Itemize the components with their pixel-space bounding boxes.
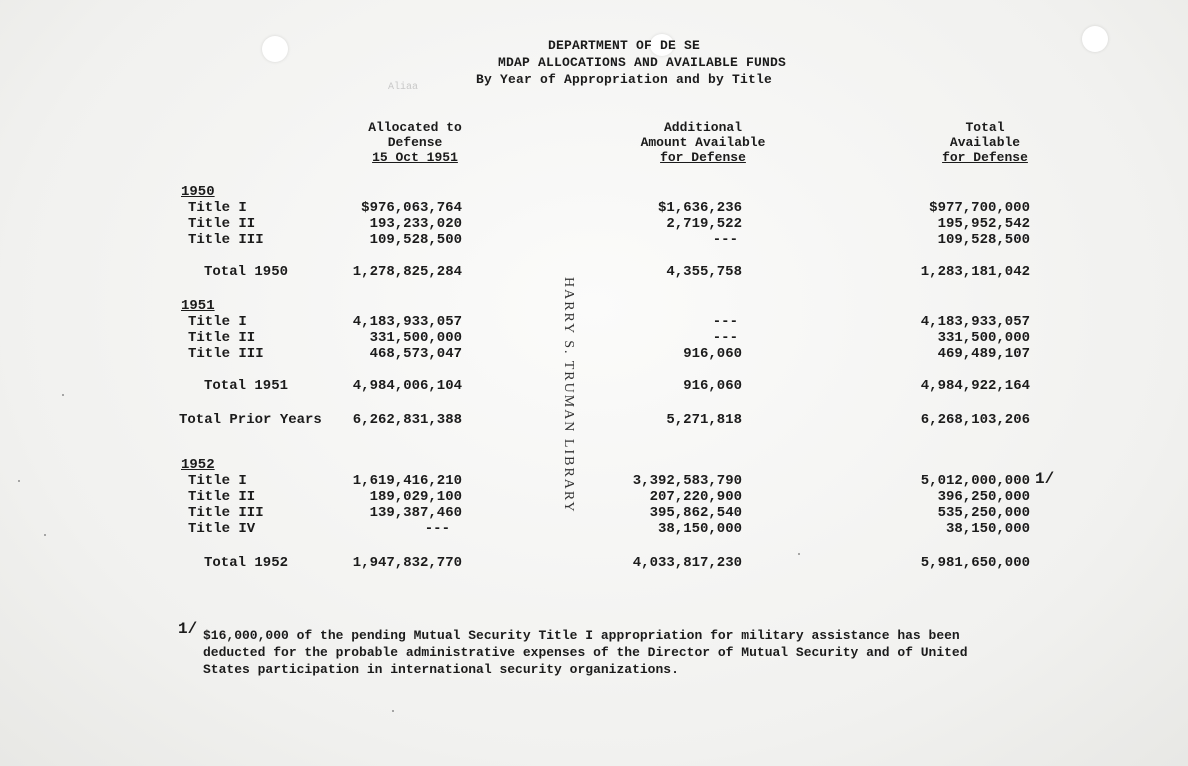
total-additional: 916,060: [683, 378, 742, 394]
cell-allocated: 4,183,933,057: [352, 314, 462, 330]
col-head-additional-line: for Defense: [660, 150, 746, 165]
total-additional: 4,033,817,230: [632, 555, 742, 571]
prior-years-label: Total Prior Years: [179, 412, 322, 428]
cell-total: 5,012,000,000: [920, 473, 1030, 489]
footnote: [203, 627, 1003, 678]
cell-additional: 38,150,000: [657, 521, 742, 537]
row-label: Title II: [188, 489, 256, 505]
row-label: Title III: [188, 505, 264, 521]
row-label: Title II: [188, 330, 256, 346]
row-label: Title II: [188, 216, 256, 232]
prior-years-additional: 5,271,818: [666, 412, 742, 428]
cell-total: 396,250,000: [937, 489, 1030, 505]
cell-total: 4,183,933,057: [920, 314, 1030, 330]
paper-speck: [392, 710, 394, 712]
total-label: Total 1950: [204, 264, 289, 280]
paper-speck: [18, 480, 20, 482]
cell-allocated: 193,233,020: [369, 216, 462, 232]
cell-allocated: 1,619,416,210: [352, 473, 462, 489]
col-head-allocated: [350, 120, 480, 165]
total-total: 5,981,650,000: [920, 555, 1030, 571]
footnote-line: States participation in international security organizations.: [203, 662, 679, 677]
col-head-total-line: for Defense: [942, 150, 1028, 165]
col-head-allocated-line: Defense: [387, 135, 443, 150]
cell-allocated: 468,573,047: [369, 346, 462, 362]
paper-speck: [62, 394, 64, 396]
cell-additional: ---: [712, 232, 738, 248]
paper-speck: [44, 534, 46, 536]
prior-years-allocated: 6,262,831,388: [352, 412, 462, 428]
year-heading-1952: 1952: [181, 457, 215, 473]
cell-additional: 207,220,900: [649, 489, 742, 505]
total-label: Total 1952: [204, 555, 289, 571]
cell-additional: 3,392,583,790: [632, 473, 742, 489]
col-head-additional: [628, 120, 778, 165]
prior-years-total: 6,268,103,206: [920, 412, 1030, 428]
cell-additional: 2,719,522: [666, 216, 742, 232]
cell-allocated: 109,528,500: [369, 232, 462, 248]
library-stamp: HARRY S. TRUMAN LIBRARY: [561, 277, 576, 514]
col-head-additional-line: Amount Available: [640, 135, 766, 150]
punch-hole: [262, 36, 288, 62]
footnote-marker: 1/: [178, 620, 198, 638]
row-label: Title I: [188, 200, 247, 216]
cell-total: 38,150,000: [945, 521, 1030, 537]
paper-speck: [798, 553, 800, 555]
col-head-allocated-line: Allocated to: [368, 120, 462, 135]
cell-allocated: 139,387,460: [369, 505, 462, 521]
cell-total: 469,489,107: [937, 346, 1030, 362]
punch-hole: [1082, 26, 1108, 52]
cell-allocated: ---: [424, 521, 450, 537]
cell-allocated: $976,063,764: [361, 200, 462, 216]
cell-allocated: 189,029,100: [369, 489, 462, 505]
year-heading-1950: 1950: [181, 184, 215, 200]
total-allocated: 1,278,825,284: [352, 264, 462, 280]
cell-additional: ---: [712, 314, 738, 330]
faint-mark: Aliaa: [388, 82, 419, 93]
col-head-allocated-line: 15 Oct 1951: [372, 150, 458, 165]
header-line-3: By Year of Appropriation and by Title: [476, 72, 773, 87]
year-heading-1951: 1951: [181, 298, 215, 314]
header-line-2: MDAP ALLOCATIONS AND AVAILABLE FUNDS: [498, 55, 787, 70]
row-label: Title I: [188, 314, 247, 330]
cell-additional: ---: [712, 330, 738, 346]
footnote-line: deducted for the probable administrative expenses of the Director of Mutual Security and of United: [203, 645, 968, 660]
total-label: Total 1951: [204, 378, 289, 394]
row-label: Title IV: [188, 521, 256, 537]
row-label: Title III: [188, 232, 264, 248]
footnote-ref-marker: 1/: [1035, 470, 1055, 488]
header-line-1: DEPARTMENT OF DE SE: [548, 38, 701, 53]
footnote-line: $16,000,000 of the pending Mutual Security Title I appropriation for military assistance has been: [203, 628, 960, 643]
cell-total: 195,952,542: [937, 216, 1030, 232]
cell-total: 331,500,000: [937, 330, 1030, 346]
cell-additional: 395,862,540: [649, 505, 742, 521]
cell-additional: 916,060: [683, 346, 742, 362]
row-label: Title I: [188, 473, 247, 489]
col-head-total-line: Total: [965, 120, 1005, 135]
total-allocated: 4,984,006,104: [352, 378, 462, 394]
total-total: 4,984,922,164: [920, 378, 1030, 394]
cell-total: 535,250,000: [937, 505, 1030, 521]
col-head-additional-line: Additional: [663, 120, 742, 135]
total-total: 1,283,181,042: [920, 264, 1030, 280]
cell-allocated: 331,500,000: [369, 330, 462, 346]
cell-total: 109,528,500: [937, 232, 1030, 248]
total-allocated: 1,947,832,770: [352, 555, 462, 571]
total-additional: 4,355,758: [666, 264, 742, 280]
cell-additional: $1,636,236: [657, 200, 742, 216]
col-head-total: [925, 120, 1045, 165]
row-label: Title III: [188, 346, 264, 362]
cell-total: $977,700,000: [929, 200, 1030, 216]
col-head-total-line: Available: [949, 135, 1021, 150]
